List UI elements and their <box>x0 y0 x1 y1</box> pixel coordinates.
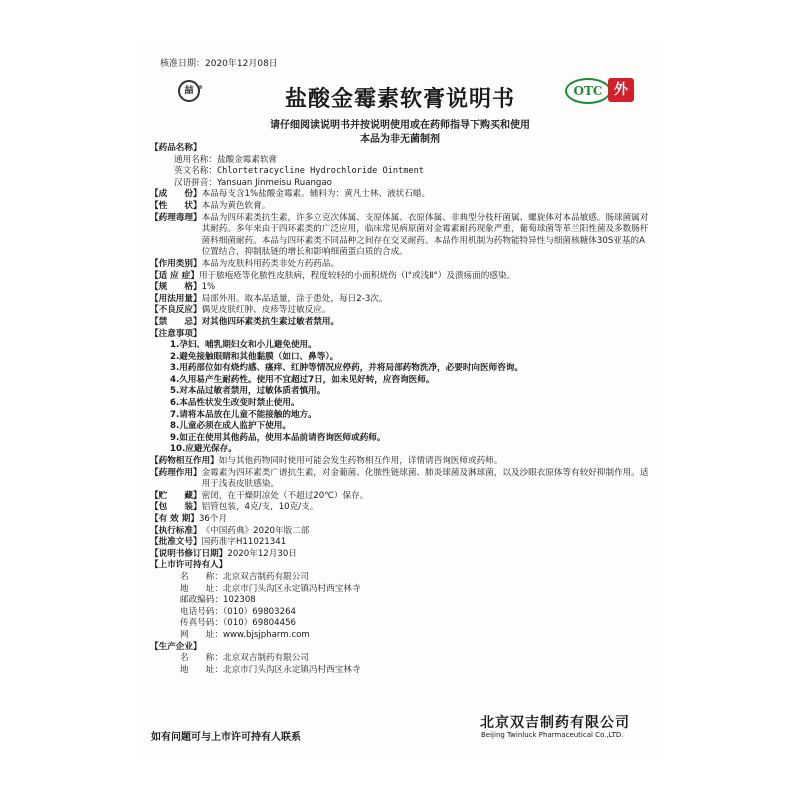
appearance-row <box>150 201 650 213</box>
manufacturer-section: 【生产企业】 <box>150 641 202 652</box>
precaution-item: 10.应避光保存。 <box>170 444 237 455</box>
approval-label: 【批准文号】 <box>150 537 202 548</box>
spec-label: 【规 格】 <box>150 282 202 293</box>
storage-label: 【贮 藏】 <box>150 490 202 501</box>
drug-name-section: 【药品名称】 <box>150 143 202 153</box>
holder-section: 【上市许可持有人】 <box>150 560 228 571</box>
composition-row <box>150 189 650 201</box>
company-name-cn: 北京双吉制药有限公司 <box>480 715 630 731</box>
precautions-section: 【注意事项】 <box>150 328 202 339</box>
leaflet-body <box>150 143 650 676</box>
storage-row <box>150 491 650 503</box>
precaution-item: 4.久用易产生耐药性。使用不宜超过7日，如未见好转，应咨询医师。 <box>170 374 435 385</box>
pinyin-name: 汉语拼音：Yansuan Jinmeisu Ruangao <box>174 177 332 188</box>
usage-instruction: 请仔细阅读说明书并按说明使用或在药师指导下购买和使用 <box>270 120 530 131</box>
usage-label: 【用法用量】 <box>150 293 202 304</box>
external-use-badge: 外 <box>608 78 634 102</box>
category-value: 本品为皮肤科用药类非处方药药品。 <box>201 258 340 269</box>
holder-name: 名 称：北京双吉制药有限公司 <box>180 571 309 582</box>
usage-row <box>150 294 650 306</box>
composition-label: 【成 份】 <box>150 189 202 200</box>
interaction-label: 【药物相互作用】 <box>150 456 219 467</box>
holder-fax: 传真号码：（010）69804456 <box>180 618 297 629</box>
spec-row <box>150 282 650 294</box>
toxicology-label: 【药理毒理】 <box>150 212 202 223</box>
english-name: 英文名称：Chlortetracycline Hydrochloride Ointment <box>174 166 424 177</box>
category-row <box>150 259 650 271</box>
indication-value: 用于脓疱疮等化脓性皮肤病，程度较轻的小面积烧伤（Ⅰ°或浅Ⅱ°）及溃疡面的感染。 <box>198 270 516 281</box>
precaution-item: 2.避免接触眼睛和其他黏膜（如口、鼻等）。 <box>170 351 339 362</box>
standard-value: 《中国药典》2020年版二部 <box>201 525 310 536</box>
validity-value: 36个月 <box>198 514 228 524</box>
revision-row <box>150 549 650 561</box>
page-title: 盐酸金霉素软膏说明书 <box>284 87 515 112</box>
appearance-label: 【性 状】 <box>150 200 202 211</box>
pharmacology-row <box>150 468 650 491</box>
brand-logo-text: 喆 <box>184 86 194 96</box>
precaution-item: 7.请将本品放在儿童不能接触的地方。 <box>170 409 317 420</box>
generic-name: 通用名称：盐酸金霉素软膏 <box>174 154 278 165</box>
standard-row <box>150 526 650 538</box>
precaution-item: 9.如正在使用其他药品，使用本品前请咨询医师或药师。 <box>170 432 386 443</box>
adverse-row <box>150 305 650 317</box>
revision-label: 【说明书修订日期】 <box>150 548 228 559</box>
holder-postcode: 邮政编码：102308 <box>180 595 256 606</box>
holder-phone: 电话号码：（010）69803264 <box>180 606 297 617</box>
validity-row <box>150 514 650 526</box>
pharmacology-label: 【药理作用】 <box>150 467 202 478</box>
usage-value: 局部外用。取本品适量，涂于患处，每日2-3次。 <box>201 293 388 304</box>
package-row <box>150 502 650 514</box>
approval-date: 核准日期：2020年12月08日 <box>160 59 278 69</box>
precaution-item: 5.对本品过敏者禁用，过敏体质者慎用。 <box>170 386 326 397</box>
otc-badge: OTC <box>565 78 611 104</box>
package-value: 铝管包装，4克/支，10克/支。 <box>201 502 319 513</box>
adverse-value: 偶见皮肤红肿、皮疹等过敏反应。 <box>201 305 331 316</box>
interaction-value: 如与其他药物同时使用可能会发生药物相互作用，详情请咨询医师或药师。 <box>218 456 503 467</box>
non-sterile-note: 本品为非无菌制剂 <box>360 134 440 145</box>
precaution-item: 8.儿童必须在成人监护下使用。 <box>170 421 291 432</box>
holder-website: 网 址：www.bjsjpharm.com <box>180 629 310 640</box>
spec-value: 1% <box>201 282 216 293</box>
precaution-item: 1.孕妇、哺乳期妇女和小儿避免使用。 <box>170 340 317 351</box>
appearance-value: 本品为黄色软膏。 <box>201 200 271 211</box>
manufacturer-address: 地 址：北京市门头沟区永定镇冯村西宝林寺 <box>180 664 361 675</box>
approval-row <box>150 537 650 549</box>
package-label: 【包 装】 <box>150 502 202 513</box>
validity-label: 【有 效 期】 <box>150 514 199 524</box>
approval-value: 国药准字H11021341 <box>201 537 287 548</box>
composition-value: 本品每支含1%盐酸金霉素。辅料为：黄凡士林、液状石蜡。 <box>201 189 431 200</box>
company-name-en: Beijing Twinluck Pharmaceutical Co.,LTD. <box>481 731 624 739</box>
indication-row <box>150 271 650 283</box>
revision-value: 2020年12月30日 <box>227 548 297 559</box>
interaction-row <box>150 456 650 468</box>
contra-label: 【禁 忌】 <box>150 316 202 327</box>
toxicology-value: 本品为四环素类抗生素，许多立克次体属、支原体属、衣原体属、非典型分枝杆菌属、螺旋体对本品敏感。肠球菌属对其耐药。多年来由于四环素类的广泛应用，临床常见病原菌对金霉素耐药现象严重，葡萄球菌等革兰阳性菌及多数肠杆菌科细菌耐药。本品与四环素类不同品种之间存在交叉耐药。本品作用机制为药物能特异性与细菌核糖体30S亚基的A位置结合，抑制肽链的增长和影响细菌蛋白质的合成。 <box>201 212 649 258</box>
registered-mark: ® <box>198 85 203 91</box>
contact-note: 如有问题可与上市许可持有人联系 <box>151 732 301 743</box>
precaution-item: 3.用药部位如有烧灼感、瘙痒、红肿等情况应停药，并将局部药物洗净，必要时向医师咨询。 <box>170 363 523 374</box>
adverse-label: 【不良反应】 <box>150 305 202 316</box>
indication-label: 【适 应 症】 <box>150 270 199 281</box>
contra-row <box>150 317 650 329</box>
toxicology-row <box>150 213 650 259</box>
contra-value: 对其他四环素类抗生素过敏者禁用。 <box>201 316 340 327</box>
precaution-item: 6.本品性状发生改变时禁止使用。 <box>170 398 300 409</box>
holder-address: 地 址：北京市门头沟区永定镇冯村西宝林寺 <box>180 583 361 594</box>
category-label: 【作用类别】 <box>150 258 202 269</box>
storage-value: 密闭，在干燥阴凉处（不超过20℃）保存。 <box>201 490 369 501</box>
pharmacology-value: 金霉素为四环素类广谱抗生素，对金葡菌、化脓性链球菌、肺炎球菌及淋球菌，以及沙眼衣原体等有较好抑制作用。适用于浅表皮肤感染。 <box>201 467 649 490</box>
standard-label: 【执行标准】 <box>150 525 202 536</box>
manufacturer-name: 名 称：北京双吉制药有限公司 <box>180 653 309 664</box>
